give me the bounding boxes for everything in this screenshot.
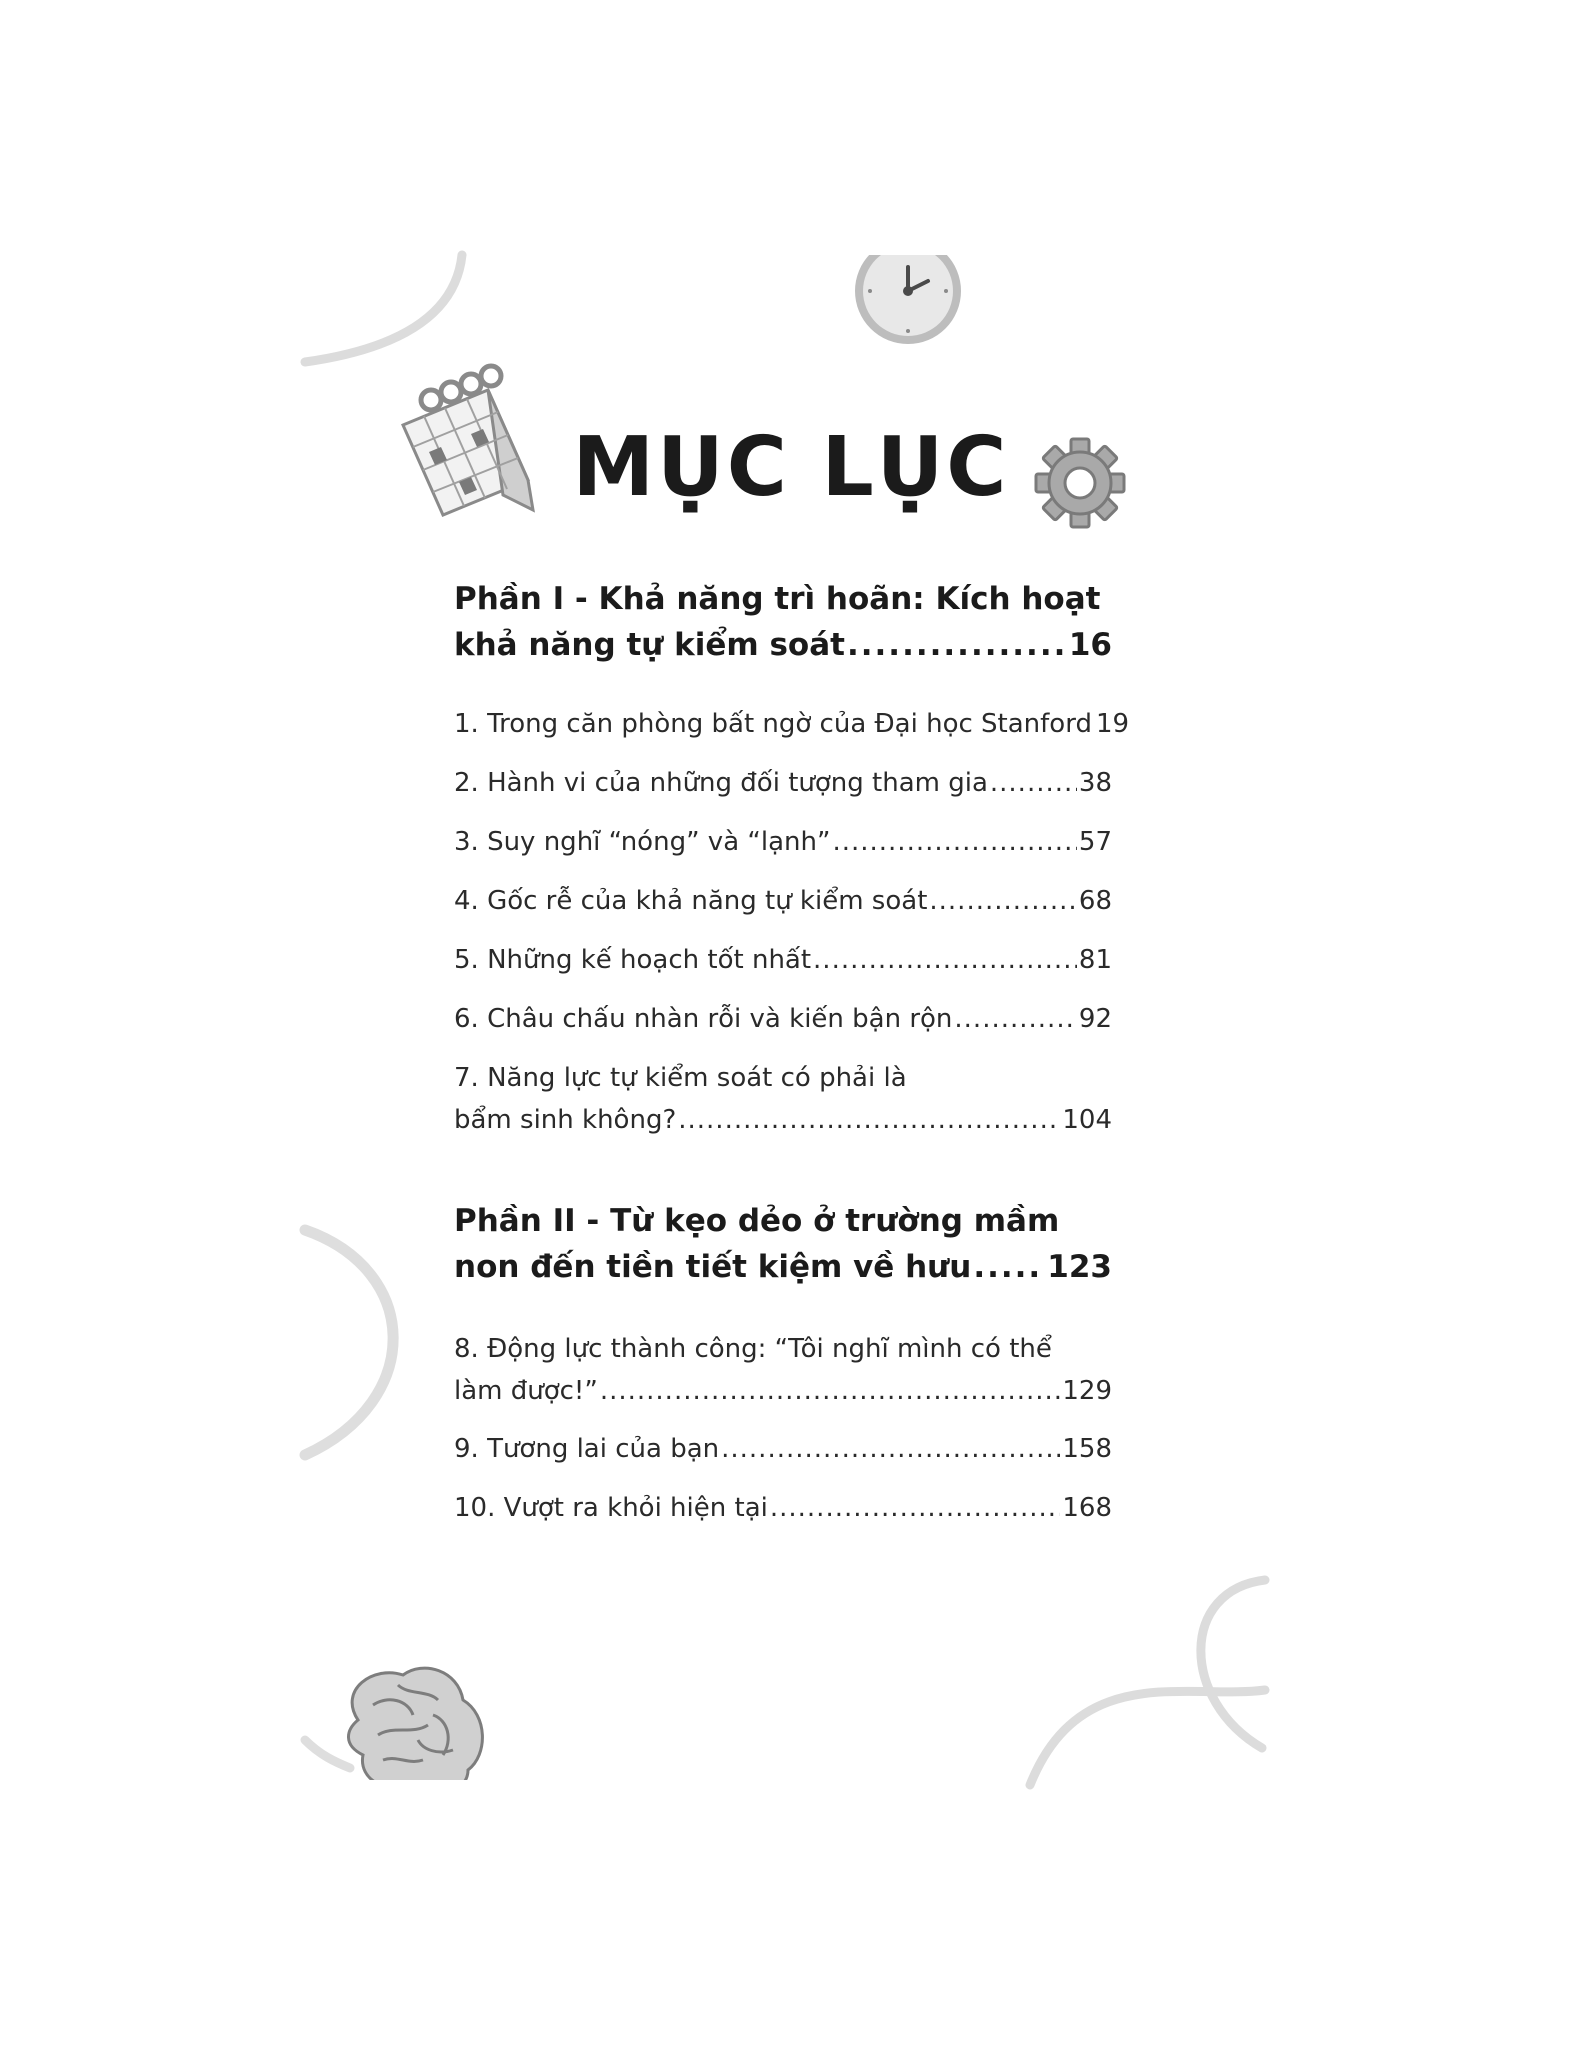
part-2-heading-line1: Phần II - Từ kẹo dẻo ở trường mầm	[454, 1203, 1060, 1239]
brain-icon	[338, 1660, 488, 1785]
part-1-page-number: 16	[1068, 627, 1112, 663]
part-2-heading-line2: non đến tiền tiết kiệm về hưu	[454, 1249, 972, 1285]
toc-part-2[interactable]	[454, 1198, 1112, 1290]
dot-leader	[847, 622, 1067, 668]
chapter-title: 9. Tương lai của bạn	[454, 1434, 720, 1464]
chapter-page-number: 38	[1078, 768, 1112, 798]
chapter-title: 2. Hành vi của những đối tượng tham gia	[454, 768, 988, 798]
dot-leader	[832, 821, 1076, 863]
dot-leader	[770, 1487, 1061, 1529]
chapter-title: 1. Trong căn phòng bất ngờ của Đại học Stanford	[454, 709, 1092, 739]
page-title: MỤC LỤC	[572, 420, 1010, 515]
dot-leader	[973, 1244, 1045, 1290]
part-1-heading-line1: Phần I - Khả năng trì hoãn: Kích hoạt	[454, 581, 1101, 617]
chapter-page-number: 129	[1062, 1376, 1112, 1406]
dot-leader	[990, 762, 1077, 804]
toc-chapter-8[interactable]	[454, 1328, 1112, 1412]
toc-chapter-5[interactable]	[454, 939, 1112, 981]
chapter-page-number: 92	[1078, 1004, 1112, 1034]
dot-leader	[678, 1099, 1060, 1141]
dot-leader	[954, 998, 1077, 1040]
dot-leader	[813, 939, 1077, 981]
chapter-title: 4. Gốc rễ của khả năng tự kiểm soát	[454, 886, 928, 916]
chapter-title-line2: làm được!”	[454, 1376, 598, 1406]
chapter-title: 3. Suy nghĩ “nóng” và “lạnh”	[454, 827, 831, 857]
chapter-page-number: 104	[1062, 1105, 1112, 1135]
chapter-page-number: 68	[1078, 886, 1112, 916]
toc-part-1[interactable]	[454, 576, 1112, 668]
chapter-title-line1: 7. Năng lực tự kiểm soát có phải là	[454, 1063, 907, 1093]
toc-chapter-2[interactable]	[454, 762, 1112, 804]
chapter-page-number: 168	[1062, 1493, 1112, 1523]
toc-chapter-9[interactable]	[454, 1428, 1112, 1470]
chapter-title: 6. Châu chấu nhàn rỗi và kiến bận rộn	[454, 1004, 953, 1034]
part-1-heading-line2: khả năng tự kiểm soát	[454, 627, 845, 663]
chapter-page-number: 19	[1095, 709, 1130, 739]
dot-leader	[600, 1370, 1061, 1412]
chapter-page-number: 81	[1078, 945, 1112, 975]
clock-icon	[848, 255, 968, 355]
chapter-title: 10. Vượt ra khỏi hiện tại	[454, 1493, 768, 1523]
dot-leader	[721, 1428, 1060, 1470]
chapter-title-line2: bẩm sinh không?	[454, 1105, 677, 1135]
part-2-page-number: 123	[1047, 1249, 1112, 1285]
toc-chapter-1[interactable]	[454, 703, 1130, 745]
dot-leader	[929, 880, 1077, 922]
chapter-title-line1: 8. Động lực thành công: “Tôi nghĩ mình có thể	[454, 1334, 1052, 1364]
toc-chapter-6[interactable]	[454, 998, 1112, 1040]
chapter-title: 5. Những kế hoạch tốt nhất	[454, 945, 812, 975]
toc-chapter-4[interactable]	[454, 880, 1112, 922]
toc-chapter-3[interactable]	[454, 821, 1112, 863]
chapter-page-number: 57	[1078, 827, 1112, 857]
toc-chapter-7[interactable]	[454, 1057, 1112, 1141]
chapter-page-number: 158	[1062, 1434, 1112, 1464]
toc-chapter-10[interactable]	[454, 1487, 1112, 1529]
